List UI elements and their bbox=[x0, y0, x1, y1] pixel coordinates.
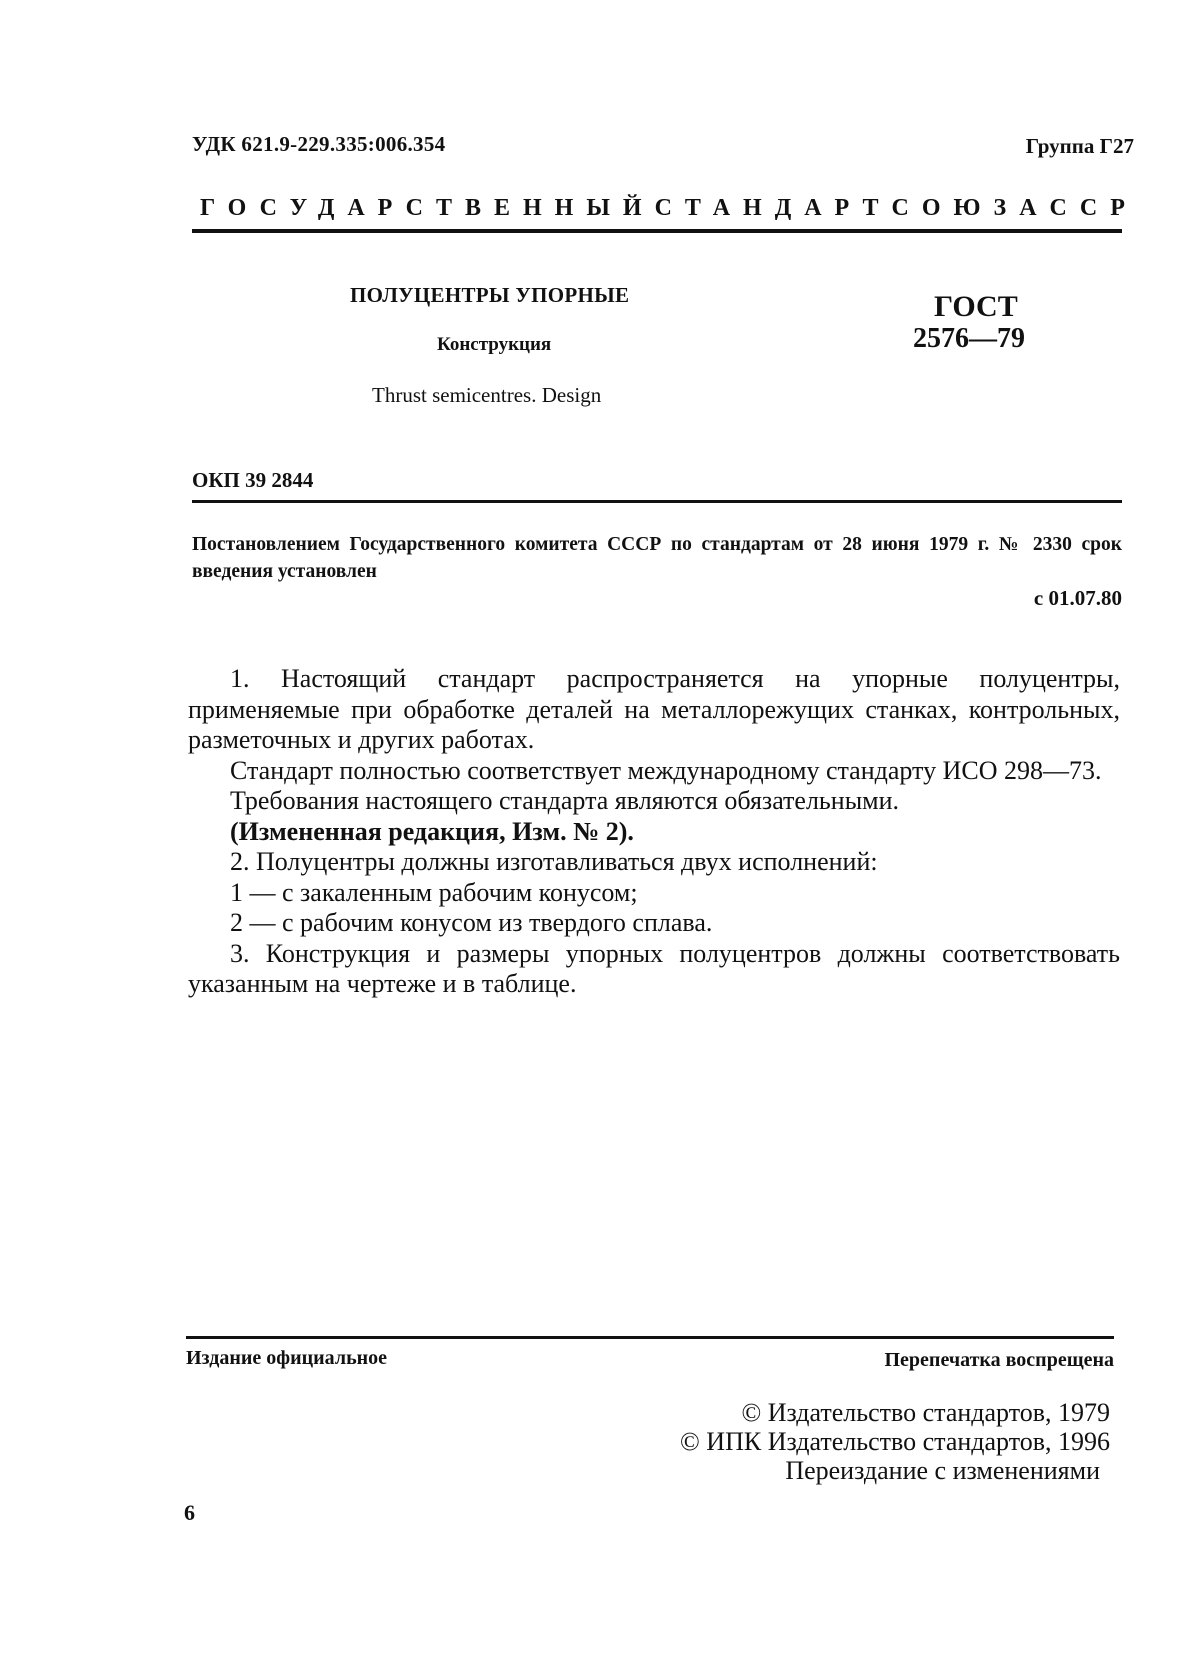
paragraph-2: Стандарт полностью соответствует международному стандарту ИСО 298—73. bbox=[230, 755, 1102, 785]
paragraph-3: Требования настоящего стандарта являются обязательными. bbox=[230, 786, 900, 815]
paragraph-6: 2 — с рабочим конусом из твердого сплава. bbox=[230, 908, 713, 937]
standard-subtitle: Конструкция bbox=[437, 334, 552, 355]
paragraph-7: 3. Конструкция и размеры упорных полуцентров должны соответствовать указанным на чертеже и в таблице. bbox=[188, 938, 1120, 998]
standard-title: ПОЛУЦЕНТРЫ УПОРНЫЕ bbox=[350, 283, 630, 307]
gov-title-word-1: ГОСУДАРСТВЕННЫЙ bbox=[200, 195, 655, 221]
udk-code: УДК 621.9-229.335:006.354 bbox=[192, 132, 446, 156]
page-number: 6 bbox=[184, 1500, 195, 1525]
header-rule bbox=[192, 229, 1122, 233]
footer-rule bbox=[186, 1336, 1114, 1339]
gost-label: ГОСТ bbox=[934, 290, 1018, 323]
group-code: Группа Г27 bbox=[1025, 134, 1134, 158]
reprint-prohibited: Перепечатка воспрещена bbox=[884, 1349, 1114, 1371]
gov-title-word-4: ССР bbox=[1049, 195, 1138, 221]
gov-title-word-2: СТАНДАРТ bbox=[654, 195, 892, 221]
gost-number: 2576—79 bbox=[913, 323, 1025, 354]
copyright-line-2: © ИПК Издательство стандартов, 1996 bbox=[680, 1427, 1110, 1456]
copyright-block bbox=[680, 1398, 1110, 1485]
decree-text: Постановлением Государственного комитета СССР по стандартам от 28 июня 1979 г. № 2330 срок введения установлен bbox=[192, 534, 1122, 582]
okp-rule bbox=[192, 500, 1122, 503]
paragraph-1: 1. Настоящий стандарт распространяется на упорные полуцентры, применяемые при обработке деталей на металлорежущих станках, контрольных, разметочных и других работах. bbox=[188, 664, 1120, 754]
standard-title-english: Thrust semicentres. Design bbox=[372, 383, 602, 407]
body-text bbox=[188, 664, 1120, 1000]
official-edition: Издание официальное bbox=[186, 1347, 388, 1369]
copyright-line-1: © Издательство стандартов, 1979 bbox=[741, 1398, 1110, 1427]
effective-date: с 01.07.80 bbox=[1033, 586, 1122, 610]
paragraph-5: 1 — с закаленным рабочим конусом; bbox=[230, 877, 638, 907]
paragraph-4: 2. Полуцентры должны изготавливаться двух исполнений: bbox=[230, 847, 878, 876]
okp-code: ОКП 39 2844 bbox=[192, 468, 314, 492]
gov-title-word-3: СОЮЗА bbox=[891, 195, 1050, 221]
reissue-note: Переиздание с изменениями bbox=[785, 1456, 1100, 1485]
state-standard-heading bbox=[200, 195, 1138, 222]
paragraph-amendment: (Измененная редакция, Изм. № 2). bbox=[230, 816, 634, 846]
